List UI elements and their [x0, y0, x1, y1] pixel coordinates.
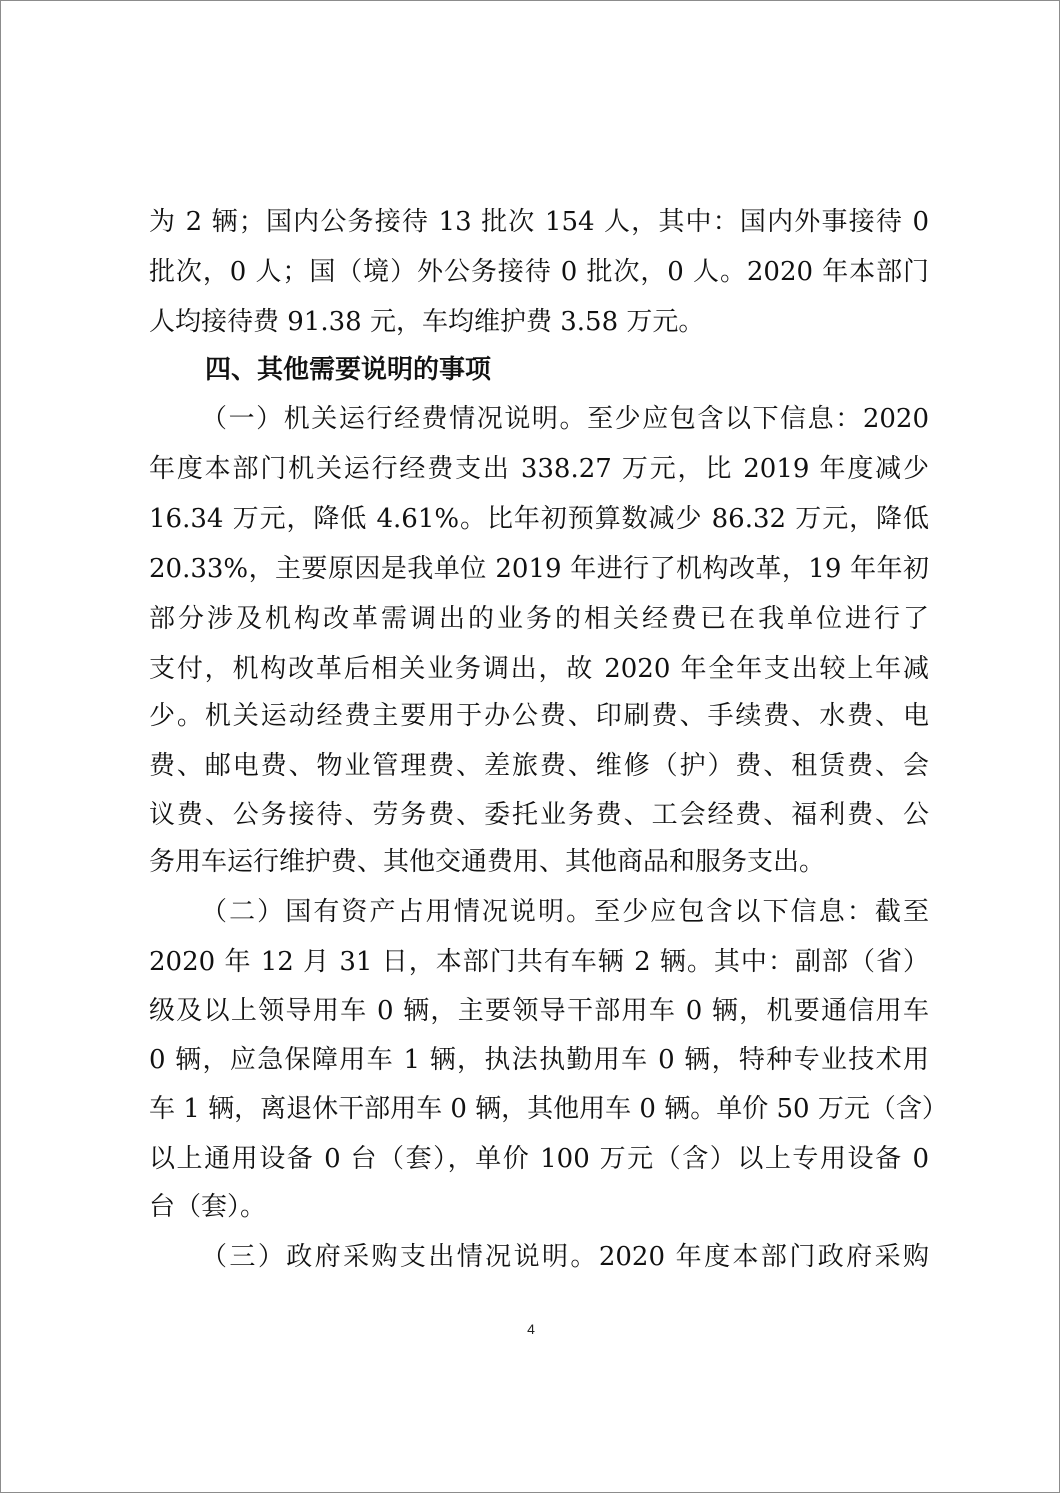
text-line: 少。机关运动经费主要用于办公费、印刷费、手续费、水费、电 — [149, 701, 929, 731]
text-line: 费、邮电费、物业管理费、差旅费、维修（护）费、租赁费、会 — [149, 751, 929, 781]
page-number: 4 — [527, 1321, 535, 1337]
text-line: （三）政府采购支出情况说明。2020 年度本部门政府采购 — [201, 1242, 929, 1272]
text-line: 人均接待费 91.38 元，车均维护费 3.58 万元。 — [149, 307, 705, 337]
text-line: 20.33%，主要原因是我单位 2019 年进行了机构改革，19 年年初 — [149, 554, 929, 584]
text-line: 议费、公务接待、劳务费、委托业务费、工会经费、福利费、公 — [149, 800, 929, 830]
section-heading: 四、其他需要说明的事项 — [205, 355, 492, 385]
text-line: 支付，机构改革后相关业务调出，故 2020 年全年支出较上年减 — [149, 654, 929, 684]
text-line: 0 辆，应急保障用车 1 辆，执法执勤用车 0 辆，特种专业技术用 — [149, 1045, 929, 1075]
text-line: 为 2 辆；国内公务接待 13 批次 154 人，其中：国内外事接待 0 — [149, 207, 929, 237]
text-line: 2020 年 12 月 31 日，本部门共有车辆 2 辆。其中：副部（省） — [149, 947, 929, 977]
text-line: （二）国有资产占用情况说明。至少应包含以下信息：截至 — [201, 897, 929, 927]
text-line: 批次，0 人；国（境）外公务接待 0 批次，0 人。2020 年本部门 — [149, 257, 929, 287]
text-line: 级及以上领导用车 0 辆，主要领导干部用车 0 辆，机要通信用车 — [149, 996, 929, 1026]
text-line: 部分涉及机构改革需调出的业务的相关经费已在我单位进行了 — [149, 604, 929, 634]
text-line: 年度本部门机关运行经费支出 338.27 万元，比 2019 年度减少 — [149, 454, 929, 484]
text-line: 以上通用设备 0 台（套），单价 100 万元（含）以上专用设备 0 — [149, 1144, 929, 1174]
text-line: 台（套）。 — [149, 1192, 267, 1222]
text-line: 16.34 万元，降低 4.61%。比年初预算数减少 86.32 万元，降低 — [149, 504, 929, 534]
text-line: 务用车运行维护费、其他交通费用、其他商品和服务支出。 — [149, 847, 826, 877]
text-line: （一）机关运行经费情况说明。至少应包含以下信息：2020 — [201, 404, 929, 434]
text-line: 车 1 辆，离退休干部用车 0 辆，其他用车 0 辆。单价 50 万元（含） — [149, 1094, 948, 1124]
